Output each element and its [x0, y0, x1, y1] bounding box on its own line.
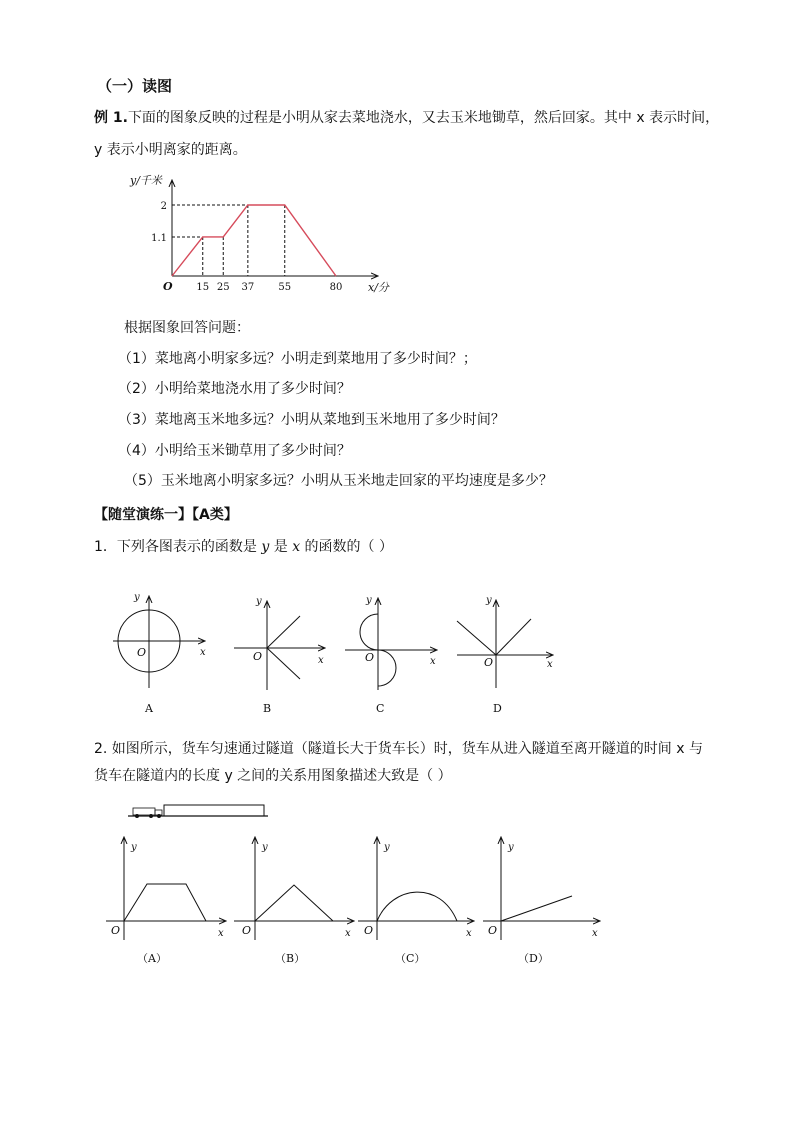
- q2-option-d-label: （D）: [518, 952, 549, 965]
- q1a-x: x: [200, 647, 206, 658]
- q2a-origin: O: [111, 924, 121, 937]
- q1a-origin: O: [137, 646, 147, 659]
- q2b-origin: O: [242, 924, 252, 937]
- q1d-x: x: [547, 659, 553, 670]
- q1d-origin: O: [484, 656, 494, 669]
- question-1: （1）菜地离小明家多远？小明走到菜地用了多少时间？；: [118, 351, 477, 367]
- y-tick-1.1: 1.1: [151, 232, 167, 244]
- q2a-y: y: [131, 842, 137, 853]
- q1d-y: y: [486, 595, 492, 606]
- x-tick-80: 80: [329, 282, 343, 293]
- q2c-origin: O: [364, 924, 374, 937]
- q1b-x: x: [318, 655, 324, 666]
- q2d-y: y: [508, 842, 514, 853]
- q2c-y: y: [384, 842, 390, 853]
- q2-option-d-graph: [483, 837, 600, 940]
- example-text-1: 下面的图象反映的过程是小明从家去菜地浇水，又去玉米地锄草，然后回家。其中 x 表示时间，: [127, 110, 720, 126]
- q1-pre: 1．下列各图表示的函数是: [94, 539, 262, 555]
- q1-post: 的函数的（ ）: [300, 539, 393, 555]
- q1-x: x: [292, 539, 301, 555]
- q2-option-a-graph: [106, 837, 226, 940]
- q2b-x: x: [345, 928, 351, 939]
- question-2: （2）小明给菜地浇水用了多少时间？: [118, 381, 351, 397]
- q2b-y: y: [262, 842, 268, 853]
- questions-intro: 根据图象回答问题：: [124, 320, 250, 336]
- q1c-y: y: [366, 595, 372, 606]
- example-label: 例 1.: [94, 110, 128, 126]
- q1c-x: x: [430, 656, 436, 667]
- q1-option-d-label: D: [493, 702, 502, 715]
- q1-mid: 是: [269, 539, 293, 555]
- section-heading: （一）读图: [97, 77, 173, 95]
- q2-option-b-label: （B）: [275, 952, 306, 965]
- x-tick-25: 25: [216, 282, 230, 293]
- q1-option-a-label: A: [145, 702, 153, 715]
- origin-label: O: [163, 280, 173, 293]
- x-tick-15: 15: [196, 282, 210, 293]
- q1-option-c-label: C: [376, 702, 385, 715]
- q1-y: y: [261, 539, 270, 555]
- q2-line-1: 2. 如图所示，货车匀速通过隧道（隧道长大于货车长）时，货车从进入隧道至离开隧道的时间 x 与: [94, 741, 703, 757]
- q1-option-b-label: B: [263, 702, 272, 715]
- x-tick-37: 37: [241, 282, 255, 293]
- q2a-x: x: [218, 928, 224, 939]
- q1b-origin: O: [253, 650, 263, 663]
- practice-heading: 【随堂演练一】【A类】: [94, 507, 238, 523]
- q2-option-b-graph: [234, 837, 354, 940]
- q1b-y: y: [256, 596, 262, 607]
- truck-tunnel-icon: [128, 805, 268, 818]
- q2-option-a-label: （A）: [137, 952, 167, 965]
- y-tick-2: 2: [160, 201, 167, 212]
- q2-option-c-label: （C）: [395, 952, 426, 965]
- question-3: （3）菜地离玉米地多远？小明从菜地到玉米地用了多少时间？: [118, 412, 505, 428]
- x-axis-label: x/分: [368, 281, 389, 294]
- q2d-x: x: [592, 928, 598, 939]
- q2-line-2: 货车在隧道内的长度 y 之间的关系用图象描述大致是（ ）: [94, 768, 452, 784]
- question-4: （4）小明给玉米锄草用了多少时间？: [118, 443, 351, 459]
- q1c-origin: O: [365, 651, 375, 664]
- q2-option-c-graph: [358, 837, 474, 940]
- q1a-y: y: [134, 592, 140, 603]
- y-axis-label: y/千米: [130, 174, 162, 187]
- x-tick-55: 55: [278, 282, 292, 293]
- q2d-origin: O: [488, 924, 498, 937]
- question-5: （5）玉米地离小明家多远？小明从玉米地走回家的平均速度是多少？: [124, 473, 553, 489]
- q2c-x: x: [466, 928, 472, 939]
- example-line-2: y 表示小明离家的距离。: [94, 142, 247, 158]
